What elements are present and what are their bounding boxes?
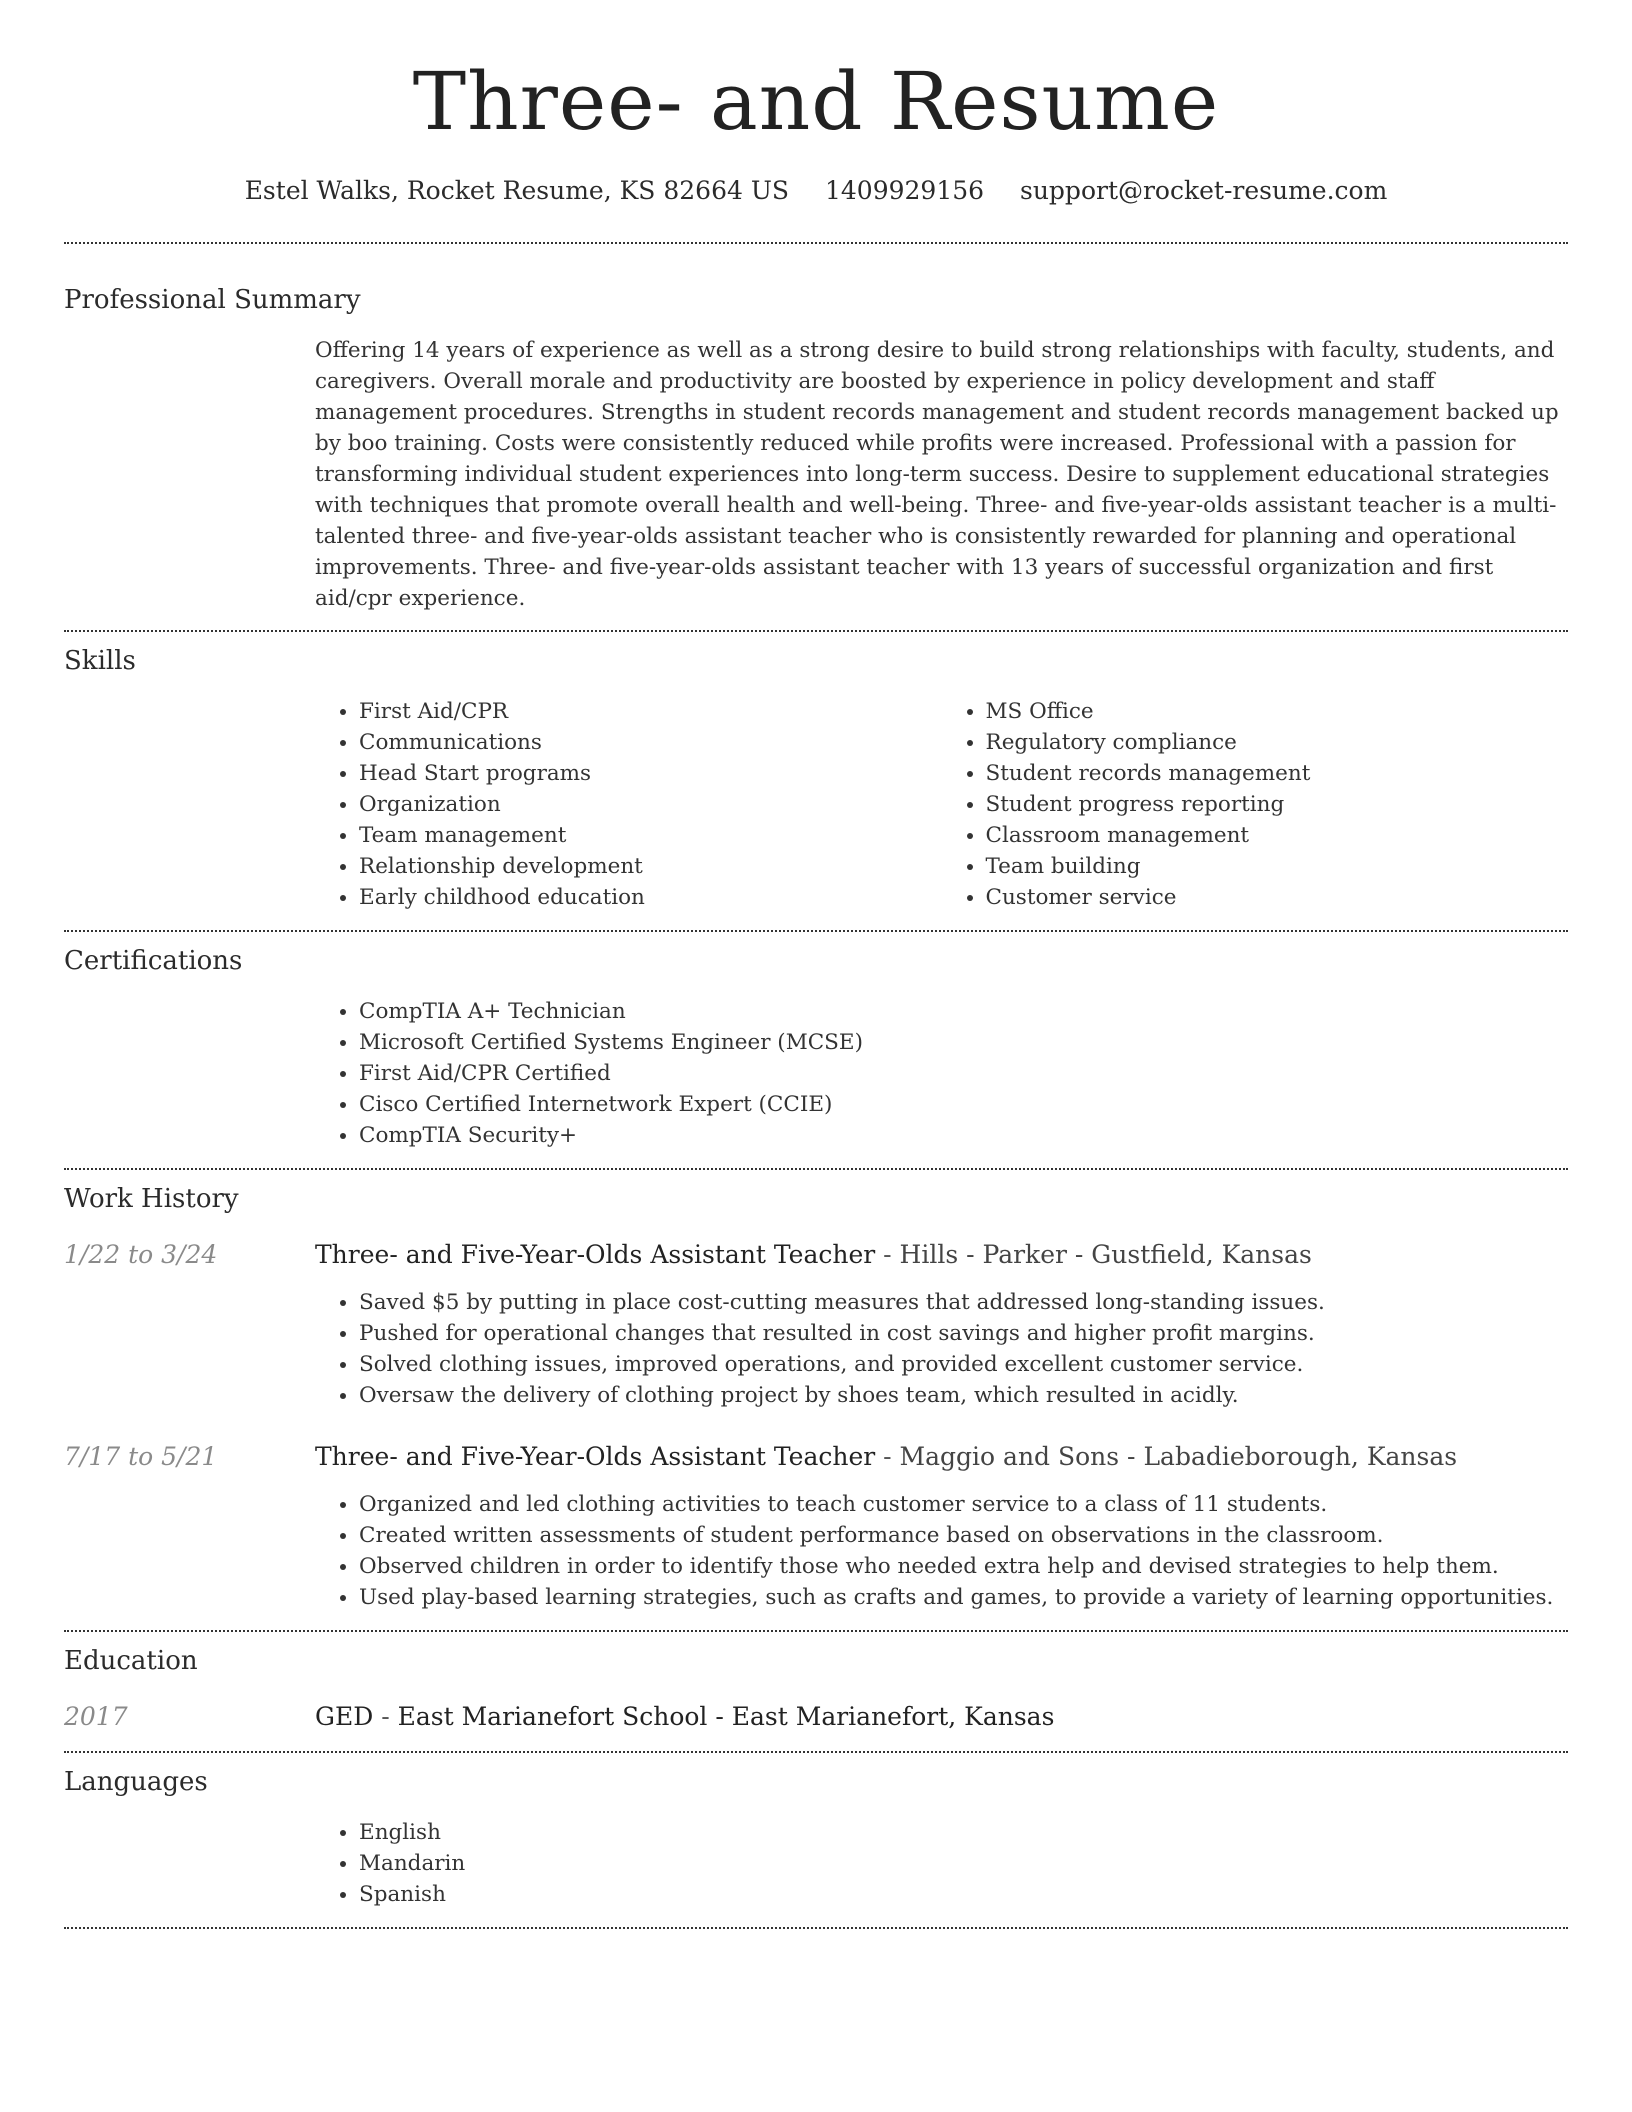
section-title-certifications: Certifications: [64, 946, 243, 976]
skill-item: • Student records management: [986, 758, 1569, 789]
languages-list: [315, 1817, 1568, 1910]
job-entry: [64, 1238, 1568, 1272]
job-bullet: • Solved clothing issues, improved operations, and provided excellent customer service.: [359, 1349, 1568, 1380]
skill-item: • Communications: [359, 727, 942, 758]
skill-item: • Customer service: [986, 882, 1569, 913]
contact-email: support@rocket-resume.com: [1020, 176, 1388, 205]
job-role: Three- and Five-Year-Olds Assistant Teacher: [315, 1240, 876, 1269]
skills-columns: [315, 696, 1568, 913]
skill-item: • First Aid/CPR: [359, 696, 942, 727]
skill-item: • Team building: [986, 851, 1569, 882]
work-section: [64, 1170, 1568, 1613]
language-item: • Spanish: [359, 1879, 1568, 1910]
skill-item: • Team management: [359, 820, 942, 851]
skills-section: [64, 632, 1568, 913]
education-section: [64, 1632, 1568, 1734]
languages-section: [64, 1753, 1568, 1910]
skill-item: • Student progress reporting: [986, 789, 1569, 820]
education-degree: GED: [315, 1702, 374, 1731]
summary-text: Offering 14 years of experience as well as a strong desire to build strong relationships with faculty, students, and caregivers. Overall morale and productivity are boosted by experience in policy development and staff management procedures. Strengths in student records management and student records management backed up by boo training. Costs were consistently reduced while profits were increased. Professional with a passion for transforming individual student experiences into long-term success. Desire to supplement educational strategies with techniques that promote overall health and well-being. Three- and five-year-olds assistant teacher is a multi-talented three- and five-year-olds assistant teacher who is consistently rewarded for planning and operational improvements. Three- and five-year-olds assistant teacher with 13 years of successful organization and first aid/cpr experience.: [315, 338, 1559, 611]
job-bullet: • Used play-based learning strategies, such as crafts and games, to provide a variety of learning opportunities.: [359, 1582, 1568, 1613]
job-bullets: [315, 1287, 1568, 1411]
skill-item: • Early childhood education: [359, 882, 942, 913]
section-title-languages: Languages: [64, 1767, 208, 1797]
certifications-body: [315, 996, 1568, 1151]
job-dates: 7/17 to 5/21: [64, 1442, 218, 1471]
education-year: 2017: [64, 1702, 128, 1731]
certification-item: • CompTIA A+ Technician: [359, 996, 1568, 1027]
job-bullet: • Saved $5 by putting in place cost-cutting measures that addressed long-standing issues.: [359, 1287, 1568, 1318]
contact-line: [64, 174, 1568, 208]
skill-item: • Relationship development: [359, 851, 942, 882]
section-title-summary: Professional Summary: [64, 285, 361, 315]
languages-body: [315, 1817, 1568, 1910]
certifications-section: [64, 932, 1568, 1151]
language-item: • English: [359, 1817, 1568, 1848]
job-company: Maggio and Sons - Labadieborough, Kansas: [899, 1442, 1458, 1471]
job-heading: Three- and Five-Year-Olds Assistant Teacher - Maggio and Sons - Labadieborough, Kansas: [315, 1442, 1458, 1471]
skill-item: • Head Start programs: [359, 758, 942, 789]
resume-name: Three- and Resume: [412, 55, 1220, 148]
section-title-work: Work History: [64, 1184, 239, 1214]
certifications-list: [315, 996, 1568, 1151]
contact-phone: 1409929156: [824, 176, 985, 205]
job-heading: Three- and Five-Year-Olds Assistant Teacher - Hills - Parker - Gustfield, Kansas: [315, 1240, 1312, 1269]
skill-item: • Regulatory compliance: [986, 727, 1569, 758]
job-bullet: • Created written assessments of student performance based on observations in the classroom.: [359, 1520, 1568, 1551]
job-bullet: • Observed children in order to identify those who needed extra help and devised strategies to help them.: [359, 1551, 1568, 1582]
job-bullet-list: [315, 1287, 1568, 1411]
certification-item: • First Aid/CPR Certified: [359, 1058, 1568, 1089]
certification-item: • Cisco Certified Internetwork Expert (CCIE): [359, 1089, 1568, 1120]
section-divider: [64, 1927, 1568, 1929]
job-bullet: • Oversaw the delivery of clothing project by shoes team, which resulted in acidly.: [359, 1380, 1568, 1411]
skills-list-left: [315, 696, 942, 913]
language-item: • Mandarin: [359, 1848, 1568, 1879]
job-bullet: • Pushed for operational changes that resulted in cost savings and higher profit margins.: [359, 1318, 1568, 1349]
job-entry: [64, 1440, 1568, 1474]
section-title-education: Education: [64, 1646, 198, 1676]
education-heading: GED - East Marianefort School - East Marianefort, Kansas: [315, 1702, 1055, 1731]
skill-item: • Classroom management: [986, 820, 1569, 851]
job-dates: 1/22 to 3/24: [64, 1240, 218, 1269]
summary-body: [315, 335, 1568, 614]
education-entry: [64, 1700, 1568, 1734]
section-title-skills: Skills: [64, 646, 136, 676]
skills-list-right: [942, 696, 1569, 913]
skill-item: • MS Office: [986, 696, 1569, 727]
job-bullet-list: [315, 1489, 1568, 1613]
certification-item: • CompTIA Security+: [359, 1120, 1568, 1151]
skill-item: • Organization: [359, 789, 942, 820]
job-bullet: • Organized and led clothing activities to teach customer service to a class of 11 students.: [359, 1489, 1568, 1520]
summary-section: [64, 244, 1568, 614]
job-role: Three- and Five-Year-Olds Assistant Teacher: [315, 1442, 876, 1471]
certification-item: • Microsoft Certified Systems Engineer (MCSE): [359, 1027, 1568, 1058]
job-bullets: [315, 1489, 1568, 1613]
job-company: Hills - Parker - Gustfield, Kansas: [899, 1240, 1312, 1269]
contact-address: Estel Walks, Rocket Resume, KS 82664 US: [244, 176, 790, 205]
education-school: East Marianefort School - East Marianefort, Kansas: [397, 1702, 1055, 1731]
